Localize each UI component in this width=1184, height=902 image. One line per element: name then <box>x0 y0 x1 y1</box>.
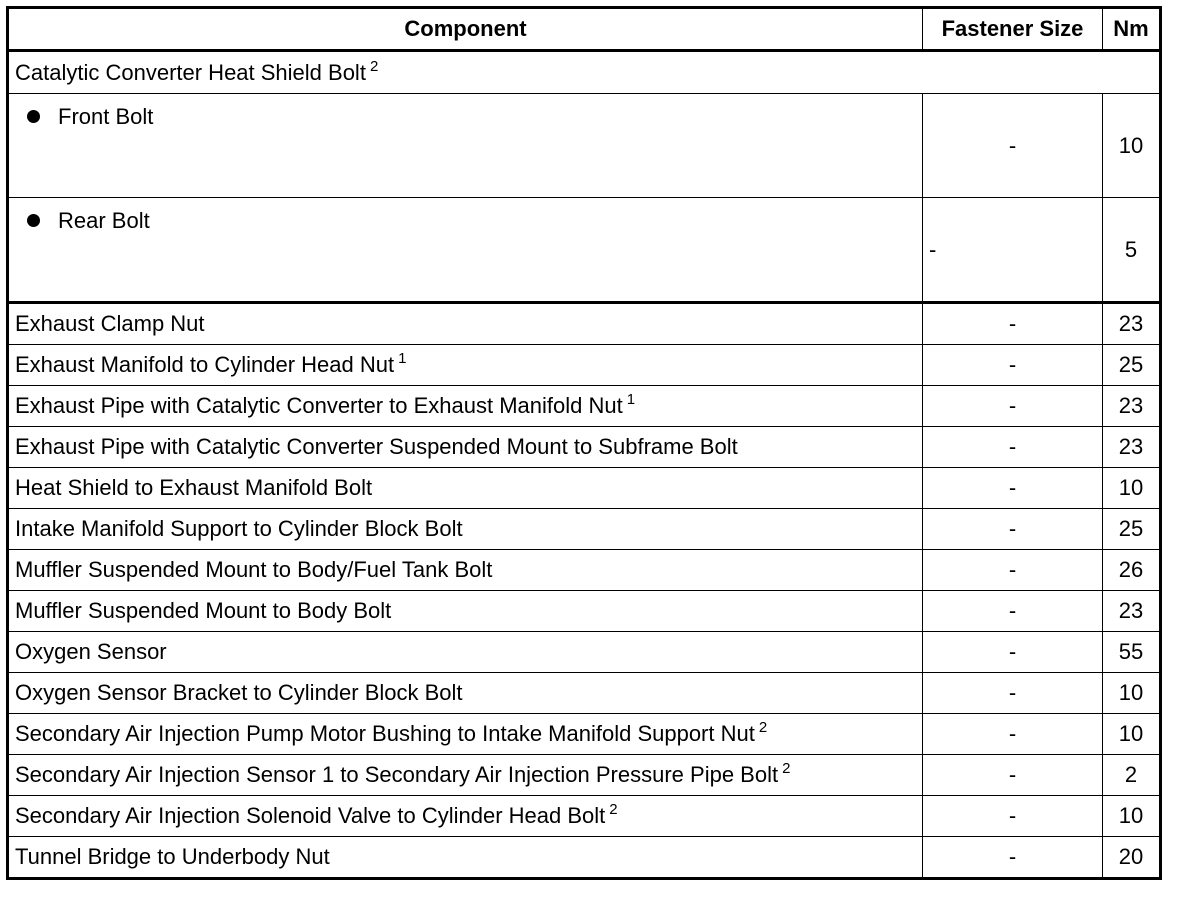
row-size: - <box>923 591 1103 632</box>
sub-row-size: - <box>923 198 1103 303</box>
row-nm: 26 <box>1103 550 1161 591</box>
row-label: Secondary Air Injection Pump Motor Bushing to Intake Manifold Support Nut <box>15 721 755 746</box>
row-size: - <box>923 427 1103 468</box>
row-nm: 55 <box>1103 632 1161 673</box>
row-component <box>8 386 923 427</box>
row-label: Muffler Suspended Mount to Body/Fuel Tank Bolt <box>15 557 493 582</box>
row-label: Tunnel Bridge to Underbody Nut <box>15 844 330 869</box>
table-row <box>8 303 1161 345</box>
sub-row-component <box>8 94 923 198</box>
row-size: - <box>923 714 1103 755</box>
row-component <box>8 796 923 837</box>
table-row <box>8 509 1161 550</box>
footnote-marker: 2 <box>782 760 791 777</box>
row-size: - <box>923 837 1103 879</box>
group-row <box>8 51 1161 94</box>
footnote-marker: 2 <box>758 719 768 736</box>
sub-row-nm: 5 <box>1103 198 1161 303</box>
group-cell <box>8 51 1161 94</box>
table-row <box>8 591 1161 632</box>
row-label: Exhaust Manifold to Cylinder Head Nut <box>15 352 395 377</box>
header-nm: Nm <box>1103 8 1161 51</box>
row-size: - <box>923 755 1103 796</box>
row-nm: 25 <box>1103 345 1161 386</box>
row-size: - <box>923 345 1103 386</box>
row-nm: 2 <box>1103 755 1161 796</box>
row-nm: 20 <box>1103 837 1161 879</box>
row-component <box>8 837 923 879</box>
header-row <box>8 8 1161 51</box>
table-row <box>8 550 1161 591</box>
row-nm: 23 <box>1103 386 1161 427</box>
row-component <box>8 591 923 632</box>
row-size: - <box>923 509 1103 550</box>
row-label: Exhaust Clamp Nut <box>15 311 205 336</box>
table-row <box>8 714 1161 755</box>
sub-row-label: Front Bolt <box>58 104 154 129</box>
row-label: Secondary Air Injection Solenoid Valve to Cylinder Head Bolt <box>15 803 606 828</box>
table-row <box>8 755 1161 796</box>
footnote-marker: 2 <box>369 57 379 75</box>
row-size: - <box>923 632 1103 673</box>
group-label: Catalytic Converter Heat Shield Bolt <box>15 59 366 85</box>
table-row <box>8 427 1161 468</box>
sub-row-label: Rear Bolt <box>58 208 150 233</box>
row-size: - <box>923 386 1103 427</box>
row-component <box>8 714 923 755</box>
header-fastener-size: Fastener Size <box>923 8 1103 51</box>
torque-spec-table <box>6 6 1162 880</box>
row-component <box>8 427 923 468</box>
row-component <box>8 550 923 591</box>
sub-row <box>8 94 1161 198</box>
row-label: Heat Shield to Exhaust Manifold Bolt <box>15 475 373 500</box>
row-nm: 10 <box>1103 673 1161 714</box>
footnote-marker: 2 <box>609 801 618 818</box>
row-label: Intake Manifold Support to Cylinder Block Bolt <box>15 516 463 541</box>
row-nm: 23 <box>1103 427 1161 468</box>
row-size: - <box>923 796 1103 837</box>
row-nm: 23 <box>1103 591 1161 632</box>
footnote-marker: 1 <box>398 350 407 367</box>
row-size: - <box>923 673 1103 714</box>
row-nm: 10 <box>1103 796 1161 837</box>
table-row <box>8 345 1161 386</box>
table-row <box>8 673 1161 714</box>
table-row <box>8 468 1161 509</box>
row-label: Exhaust Pipe with Catalytic Converter to Exhaust Manifold Nut <box>15 393 623 418</box>
row-component <box>8 755 923 796</box>
row-nm: 25 <box>1103 509 1161 550</box>
sub-row <box>8 198 1161 303</box>
table-row <box>8 386 1161 427</box>
row-size: - <box>923 303 1103 345</box>
table-row <box>8 632 1161 673</box>
row-component <box>8 468 923 509</box>
row-label: Secondary Air Injection Sensor 1 to Secondary Air Injection Pressure Pipe Bolt <box>15 762 779 787</box>
bullet-icon <box>27 214 40 227</box>
sub-row-nm: 10 <box>1103 94 1161 198</box>
table-row <box>8 796 1161 837</box>
header-component: Component <box>8 8 923 51</box>
row-label: Muffler Suspended Mount to Body Bolt <box>15 598 392 623</box>
row-component <box>8 303 923 345</box>
row-size: - <box>923 468 1103 509</box>
sub-row-size: - <box>923 94 1103 198</box>
row-nm: 10 <box>1103 714 1161 755</box>
table-row <box>8 837 1161 879</box>
row-size: - <box>923 550 1103 591</box>
footnote-marker: 1 <box>626 391 636 408</box>
row-label: Exhaust Pipe with Catalytic Converter Suspended Mount to Subframe Bolt <box>15 434 738 459</box>
row-component <box>8 673 923 714</box>
bullet-icon <box>27 110 40 123</box>
row-label: Oxygen Sensor Bracket to Cylinder Block Bolt <box>15 680 463 705</box>
row-nm: 10 <box>1103 468 1161 509</box>
row-component <box>8 632 923 673</box>
sub-row-component <box>8 198 923 303</box>
row-nm: 23 <box>1103 303 1161 345</box>
row-label: Oxygen Sensor <box>15 639 167 664</box>
row-component <box>8 509 923 550</box>
row-component <box>8 345 923 386</box>
